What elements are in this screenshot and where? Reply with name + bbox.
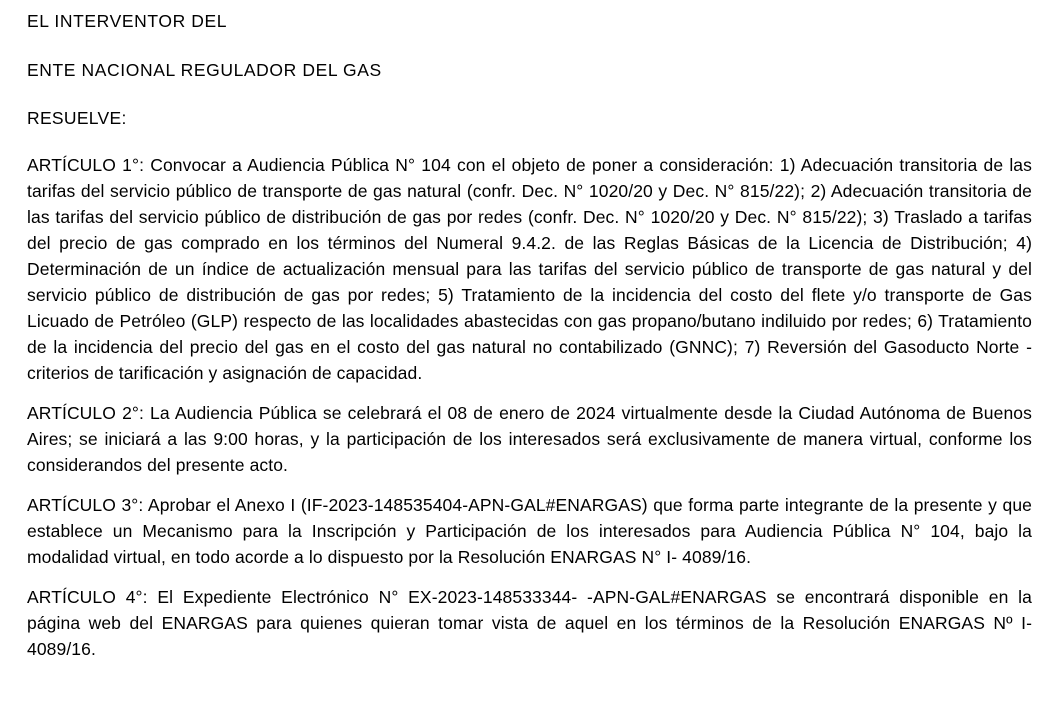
heading-interventor: EL INTERVENTOR DEL [27,11,228,31]
article-3-paragraph: ARTÍCULO 3°: Aprobar el Anexo I (IF-2023-148535404-APN-GAL#ENARGAS) que forma parte integrante de la presente y que establece un Mecanismo para la Inscripción y Participación de los interesados para Audiencia Pública N° 104, bajo la modalidad virtual, en todo acorde a lo dispuesto por la Resolución ENARGAS N° I- 4089/16. [27,495,1032,567]
article-4-paragraph: ARTÍCULO 4°: El Expediente Electrónico N° EX-2023-148533344- -APN-GAL#ENARGAS se encontrará disponible en la página web del ENARGAS para quienes quieran tomar vista de aquel en los términos de la Resolución ENARGAS Nº I-4089/16. [27,587,1032,659]
heading-entity: ENTE NACIONAL REGULADOR DEL GAS [27,60,382,80]
article-2-paragraph: ARTÍCULO 2°: La Audiencia Pública se celebrará el 08 de enero de 2024 virtualmente desde la Ciudad Autónoma de Buenos Aires; se iniciará a las 9:00 horas, y la participación de los interesados será exclusivamente de manera virtual, conforme los considerandos del presente acto. [27,403,1032,475]
document-body [27,8,1032,662]
article-1-paragraph: ARTÍCULO 1°: Convocar a Audiencia Pública N° 104 con el objeto de poner a consideración: 1) Adecuación transitoria de las tarifas del servicio público de transporte de gas natural (confr. Dec. N° 1020/20 y Dec. N° 815/22); 2) Adecuación transitoria de las tarifas del servicio público de distribución de gas por redes (confr. Dec. N° 1020/20 y Dec. N° 815/22); 3) Traslado a tarifas del precio de gas comprado en los términos del Numeral 9.4.2. de las Reglas Básicas de la Licencia de Distribución; 4) Determinación de un índice de actualización mensual para las tarifas del servicio público de transporte de gas natural y del servicio público de distribución de gas por redes; 5) Tratamiento de la incidencia del costo del flete y/o transporte de Gas Licuado de Petróleo (GLP) respecto de las localidades abastecidas con gas propano/butano indiluido por redes; 6) Tratamiento de la incidencia del precio del gas en el costo del gas natural no contabilizado (GNNC); 7) Reversión del Gasoducto Norte - criterios de tarificación y asignación de capacidad. [27,155,1032,383]
resolution-verb: RESUELVE: [27,108,127,128]
